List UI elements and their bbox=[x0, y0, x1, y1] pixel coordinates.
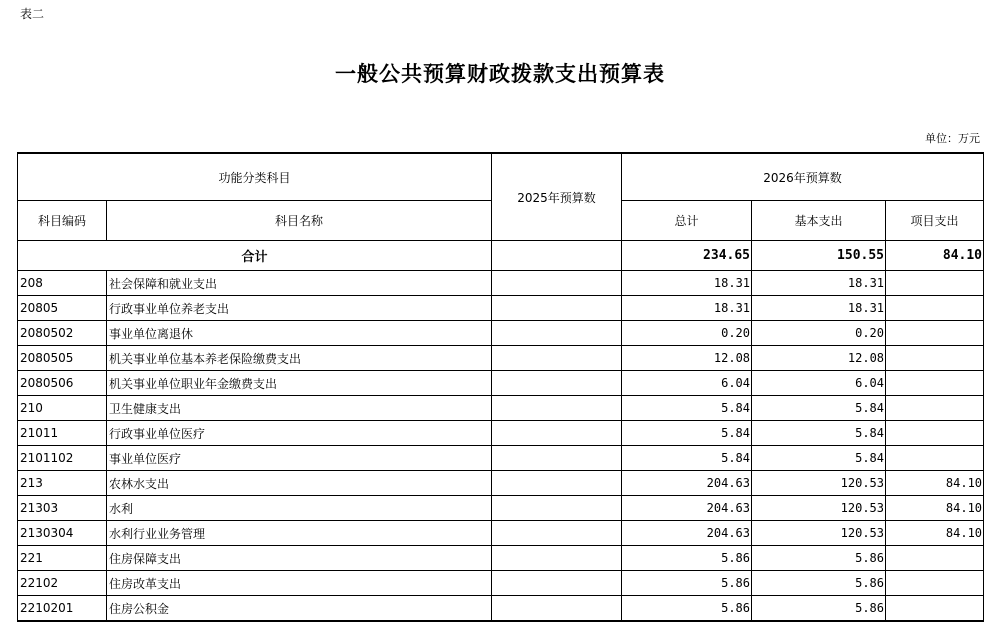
row-project-cell bbox=[886, 396, 984, 421]
table-row bbox=[18, 471, 984, 496]
row-code-cell: 213 bbox=[18, 471, 107, 496]
table-row bbox=[18, 446, 984, 471]
row-name-cell: 行政事业单位医疗 bbox=[107, 421, 492, 446]
table-row bbox=[18, 596, 984, 622]
name-header: 科目名称 bbox=[107, 201, 492, 241]
row-basic-cell: 5.86 bbox=[752, 571, 886, 596]
row-prev-cell bbox=[492, 446, 622, 471]
row-project-cell bbox=[886, 296, 984, 321]
table-row bbox=[18, 346, 984, 371]
table-row bbox=[18, 371, 984, 396]
row-basic-cell: 12.08 bbox=[752, 346, 886, 371]
row-project-cell bbox=[886, 421, 984, 446]
row-name-cell: 住房公积金 bbox=[107, 596, 492, 622]
row-basic-cell: 0.20 bbox=[752, 321, 886, 346]
row-name-cell: 农林水支出 bbox=[107, 471, 492, 496]
row-name-cell: 事业单位离退休 bbox=[107, 321, 492, 346]
row-total-cell: 12.08 bbox=[622, 346, 752, 371]
budget-2025-header: 2025年预算数 bbox=[492, 153, 622, 241]
table-row bbox=[18, 521, 984, 546]
row-total-cell: 5.84 bbox=[622, 421, 752, 446]
row-code-cell: 221 bbox=[18, 546, 107, 571]
row-project-cell bbox=[886, 446, 984, 471]
row-project-cell bbox=[886, 321, 984, 346]
table-row bbox=[18, 571, 984, 596]
total-row bbox=[18, 241, 984, 271]
table-row bbox=[18, 296, 984, 321]
row-basic-cell: 5.84 bbox=[752, 396, 886, 421]
row-prev-cell bbox=[492, 596, 622, 622]
table-row bbox=[18, 396, 984, 421]
row-code-cell: 21303 bbox=[18, 496, 107, 521]
row-total-cell: 5.86 bbox=[622, 571, 752, 596]
table-row bbox=[18, 321, 984, 346]
row-code-cell: 2210201 bbox=[18, 596, 107, 622]
row-total-cell: 204.63 bbox=[622, 521, 752, 546]
row-total-cell: 5.84 bbox=[622, 446, 752, 471]
row-total-cell: 204.63 bbox=[622, 471, 752, 496]
row-project-cell: 84.10 bbox=[886, 496, 984, 521]
row-code-cell: 2101102 bbox=[18, 446, 107, 471]
table-row bbox=[18, 421, 984, 446]
row-prev-cell bbox=[492, 521, 622, 546]
row-code-cell: 2080505 bbox=[18, 346, 107, 371]
row-name-cell: 水利 bbox=[107, 496, 492, 521]
row-basic-cell: 120.53 bbox=[752, 471, 886, 496]
row-code-cell: 21011 bbox=[18, 421, 107, 446]
row-project-cell: 84.10 bbox=[886, 521, 984, 546]
row-project-cell bbox=[886, 571, 984, 596]
row-prev-cell bbox=[492, 546, 622, 571]
row-basic-cell: 5.84 bbox=[752, 446, 886, 471]
row-name-cell: 卫生健康支出 bbox=[107, 396, 492, 421]
row-total-cell: 204.63 bbox=[622, 496, 752, 521]
total-basic-cell: 150.55 bbox=[752, 241, 886, 271]
unit-label: 单位：万元 bbox=[925, 132, 980, 145]
project-header: 项目支出 bbox=[886, 201, 984, 241]
total-project-cell: 84.10 bbox=[886, 241, 984, 271]
table-row bbox=[18, 496, 984, 521]
row-basic-cell: 120.53 bbox=[752, 521, 886, 546]
row-code-cell: 208 bbox=[18, 271, 107, 296]
row-name-cell: 机关事业单位基本养老保险缴费支出 bbox=[107, 346, 492, 371]
table-number-label: 表二 bbox=[20, 7, 45, 21]
total-header: 总计 bbox=[622, 201, 752, 241]
budget-table bbox=[17, 152, 984, 622]
row-project-cell: 84.10 bbox=[886, 471, 984, 496]
row-name-cell: 机关事业单位职业年金缴费支出 bbox=[107, 371, 492, 396]
row-total-cell: 6.04 bbox=[622, 371, 752, 396]
table-row bbox=[18, 271, 984, 296]
row-name-cell: 水利行业业务管理 bbox=[107, 521, 492, 546]
row-code-cell: 22102 bbox=[18, 571, 107, 596]
row-code-cell: 2130304 bbox=[18, 521, 107, 546]
row-basic-cell: 120.53 bbox=[752, 496, 886, 521]
row-prev-cell bbox=[492, 471, 622, 496]
row-basic-cell: 5.84 bbox=[752, 421, 886, 446]
row-project-cell bbox=[886, 546, 984, 571]
row-total-cell: 0.20 bbox=[622, 321, 752, 346]
row-total-cell: 5.84 bbox=[622, 396, 752, 421]
row-basic-cell: 18.31 bbox=[752, 296, 886, 321]
row-prev-cell bbox=[492, 571, 622, 596]
row-name-cell: 住房改革支出 bbox=[107, 571, 492, 596]
row-basic-cell: 18.31 bbox=[752, 271, 886, 296]
func-class-header: 功能分类科目 bbox=[18, 153, 492, 201]
row-prev-cell bbox=[492, 346, 622, 371]
row-name-cell: 事业单位医疗 bbox=[107, 446, 492, 471]
row-basic-cell: 5.86 bbox=[752, 546, 886, 571]
total-sum-cell: 234.65 bbox=[622, 241, 752, 271]
row-prev-cell bbox=[492, 371, 622, 396]
row-prev-cell bbox=[492, 271, 622, 296]
row-prev-cell bbox=[492, 396, 622, 421]
row-project-cell bbox=[886, 346, 984, 371]
row-code-cell: 2080502 bbox=[18, 321, 107, 346]
row-prev-cell bbox=[492, 421, 622, 446]
row-total-cell: 5.86 bbox=[622, 546, 752, 571]
code-header: 科目编码 bbox=[18, 201, 107, 241]
row-total-cell: 5.86 bbox=[622, 596, 752, 622]
row-prev-cell bbox=[492, 296, 622, 321]
row-project-cell bbox=[886, 371, 984, 396]
page-title: 一般公共预算财政拨款支出预算表 bbox=[335, 61, 665, 86]
basic-header: 基本支出 bbox=[752, 201, 886, 241]
row-basic-cell: 6.04 bbox=[752, 371, 886, 396]
row-project-cell bbox=[886, 271, 984, 296]
row-code-cell: 210 bbox=[18, 396, 107, 421]
row-name-cell: 住房保障支出 bbox=[107, 546, 492, 571]
table-row bbox=[18, 546, 984, 571]
budget-2026-header: 2026年预算数 bbox=[622, 153, 984, 201]
row-basic-cell: 5.86 bbox=[752, 596, 886, 622]
row-total-cell: 18.31 bbox=[622, 271, 752, 296]
header-row-1 bbox=[18, 153, 984, 201]
row-total-cell: 18.31 bbox=[622, 296, 752, 321]
total-prev-cell bbox=[492, 241, 622, 271]
total-label: 合计 bbox=[18, 241, 492, 271]
row-name-cell: 社会保障和就业支出 bbox=[107, 271, 492, 296]
row-code-cell: 2080506 bbox=[18, 371, 107, 396]
row-project-cell bbox=[886, 596, 984, 622]
row-name-cell: 行政事业单位养老支出 bbox=[107, 296, 492, 321]
row-prev-cell bbox=[492, 321, 622, 346]
row-code-cell: 20805 bbox=[18, 296, 107, 321]
row-prev-cell bbox=[492, 496, 622, 521]
